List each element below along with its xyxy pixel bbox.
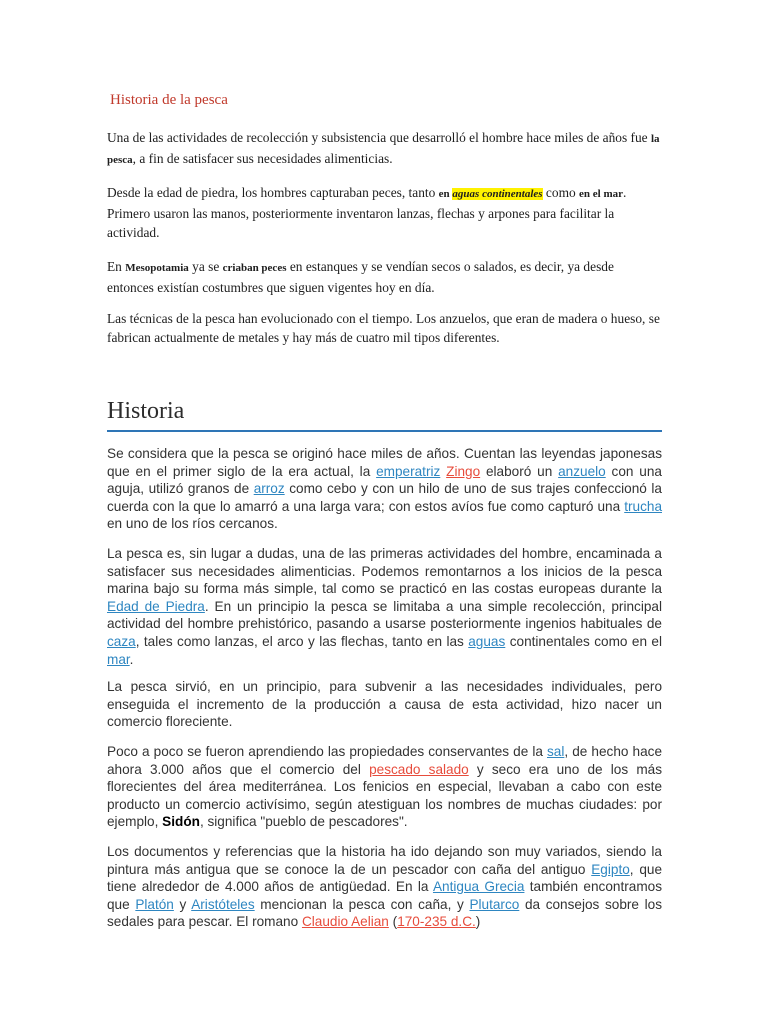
- link-trucha[interactable]: trucha: [624, 498, 662, 514]
- link-pescado-salado[interactable]: pescado salado: [369, 761, 469, 777]
- link-caza[interactable]: caza: [107, 633, 136, 649]
- history-paragraph-3: La pesca sirvió, en un principio, para subvenir a las necesidades individuales, pero enseguida el incremento de la producción a causa de esta actividad, hizo nacer un comercio floreciente.: [107, 679, 662, 730]
- link-sal[interactable]: sal: [547, 744, 565, 759]
- link-emperatriz[interactable]: emperatriz: [376, 463, 441, 479]
- text: , tales como lanzas, el arco y las flechas, tanto en las: [135, 633, 469, 649]
- text: como: [542, 185, 580, 200]
- text: elaboró un: [480, 463, 559, 479]
- text: En: [107, 259, 126, 274]
- text: (: [388, 914, 398, 930]
- text: La pesca es, sin lugar a dudas, una de las primeras actividades del hombre, encaminada a satisfacer sus necesidades alimenticias. Podemos remontarnos a los inicios de la pesca marina bajo su forma más simple, tal como se practicó en las costas europeas durante la: [107, 546, 662, 597]
- text: , que tiene alrededor de 4.000 años de antigüedad. En la: [107, 861, 662, 895]
- text: da consejos sobre los sedales para pescar. El romano: [107, 896, 663, 930]
- text: también encontramos que: [107, 879, 663, 912]
- section-title: Historia de la pesca: [110, 92, 228, 108]
- text: Los documentos y referencias que la historia ha ido dejando son muy variados, siendo la pintura más antigua que se conoce la de un pescador con caña del antiguo: [107, 844, 662, 877]
- link-anzuelo[interactable]: anzuelo: [558, 463, 606, 479]
- intro-paragraph-1: [107, 128, 662, 170]
- text: . Primero usaron las manos, posteriormente inventaron lanzas, flechas y arpones para facilitar la actividad.: [107, 185, 627, 240]
- text: ): [475, 914, 481, 930]
- bold-text: en el mar: [579, 188, 624, 200]
- intro-paragraph-2: [107, 183, 662, 242]
- text: , significa "pueblo de pescadores".: [199, 814, 408, 830]
- text: y: [173, 896, 192, 912]
- link-antigua-grecia[interactable]: Antigua Grecia: [432, 879, 525, 895]
- link-arroz[interactable]: arroz: [253, 481, 285, 497]
- link-claudio-aelian[interactable]: Claudio Aelian: [301, 914, 389, 930]
- text: Una de las actividades de recolección y subsistencia que desarrolló el hombre hace miles de años fue: [107, 130, 651, 145]
- bold-text: criaban peces: [222, 262, 287, 274]
- heading-underline: [107, 430, 662, 432]
- text: Desde la edad de piedra, los hombres capturaban peces, tanto: [107, 185, 439, 200]
- highlighted-text: aguas continentales: [452, 188, 543, 200]
- text: Poco a poco se fueron aprendiendo las propiedades conservantes de la: [107, 744, 547, 759]
- text: ya se: [188, 259, 223, 274]
- text: como cebo y con un hilo de uno de sus trajes confeccionó la cuerda con la que lo amarró a una larga vara; con estos avíos fue como capturó una: [107, 481, 662, 514]
- link-170-235-dc[interactable]: 170-235 d.C.: [397, 914, 476, 930]
- link-aguas[interactable]: aguas: [468, 633, 506, 649]
- bold-text: Mesopotamia: [125, 262, 189, 274]
- history-paragraph-5: [107, 843, 662, 931]
- bold-sidon: Sidón: [162, 814, 200, 830]
- text: en estanques y se vendían secos o salados, es decir, ya desde entonces existían costumbres que siguen vigentes hoy en día.: [107, 259, 614, 295]
- history-paragraph-4: [107, 743, 662, 831]
- text: , de hecho hace ahora 3.000 años que el comercio del: [107, 744, 663, 777]
- link-platon[interactable]: Platón: [135, 896, 174, 912]
- link-edad-de-piedra[interactable]: Edad de Piedra: [107, 598, 205, 614]
- section-heading: Historia: [107, 398, 185, 424]
- text: .: [129, 651, 134, 667]
- text: . En un principio la pesca se limitaba a una simple recolección, principal actividad del hombre prehistórico, pasando a usarse posteriormente ingenios habituales de: [107, 598, 662, 632]
- link-plutarco[interactable]: Plutarco: [469, 896, 520, 912]
- text: y seco era uno de los más florecientes del área mediterránea. Los fenicios en especial, llevaban a cabo con este producto un comercio activísimo, según atestiguan los nombres de muchas ciudades: por ejemplo,: [107, 761, 662, 830]
- text: continentales como en el: [505, 633, 662, 649]
- history-paragraph-1: [107, 445, 662, 533]
- bold-text: la pesca: [107, 133, 660, 166]
- intro-paragraph-4: Las técnicas de la pesca han evolucionado con el tiempo. Los anzuelos, que eran de madera o hueso, se fabrican actualmente de metales y hay más de cuatro mil tipos diferentes.: [107, 311, 660, 345]
- link-aristoteles[interactable]: Aristóteles: [191, 896, 255, 912]
- text: con una aguja, utilizó granos de: [107, 463, 662, 497]
- bold-text: en: [438, 188, 453, 200]
- link-zingo[interactable]: Zingo: [446, 463, 481, 479]
- text: Se considera que la pesca se originó hace miles de años. Cuentan las leyendas japonesas que en el primer siglo de la era actual, la: [107, 446, 662, 479]
- intro-paragraph-3: [107, 257, 662, 297]
- link-egipto[interactable]: Egipto: [591, 861, 630, 877]
- link-mar[interactable]: mar: [107, 651, 130, 667]
- text: mencionan la pesca con caña, y: [254, 896, 470, 912]
- text: , a fin de satisfacer sus necesidades alimenticias.: [132, 151, 393, 166]
- history-paragraph-2: [107, 545, 662, 668]
- text: en uno de los ríos cercanos.: [107, 516, 278, 532]
